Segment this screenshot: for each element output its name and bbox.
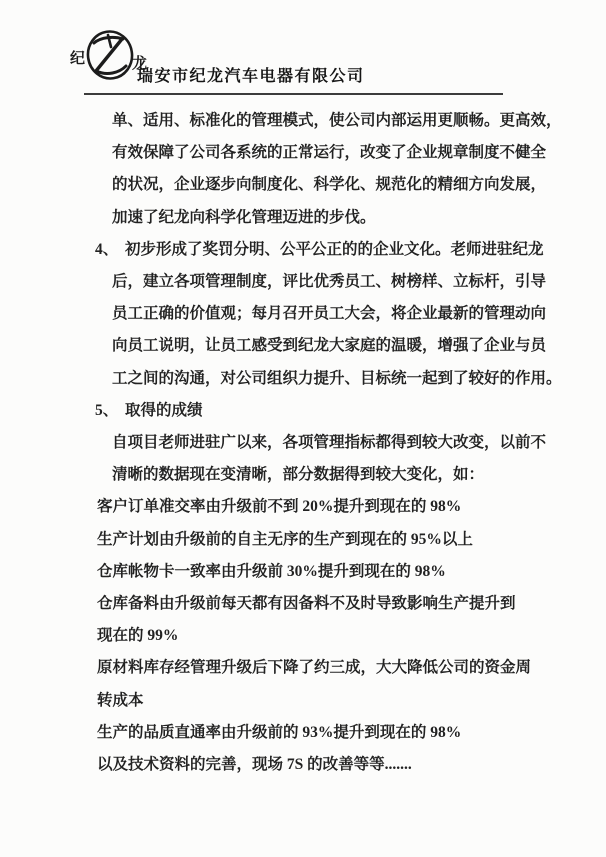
logo-right-char: 龙 — [132, 56, 148, 72]
logo-left-char: 纪 — [70, 51, 86, 67]
numbered-item-line — [95, 234, 606, 266]
text-line — [112, 266, 606, 298]
text-line — [112, 202, 606, 234]
line-text: 向员工说明，让员工感受到纪龙大家庭的温暖，增强了企业与员 — [112, 337, 547, 355]
line-text: 以及技术资料的完善，现场 7S 的改善等等....... — [97, 756, 412, 774]
item-number: 5、 — [95, 401, 119, 419]
numbered-item-line — [95, 395, 606, 427]
text-line — [97, 588, 606, 620]
text-line — [97, 685, 606, 717]
text-line — [97, 652, 606, 684]
line-text: 有效保障了公司各系统的正常运行，改变了企业规章制度不健全 — [112, 144, 547, 162]
line-text: 初步形成了奖罚分明、公平公正的的企业文化。老师进驻纪龙 — [125, 240, 544, 258]
text-line — [112, 298, 606, 330]
line-text: 转成本 — [97, 691, 144, 709]
line-text: 取得的成绩 — [125, 401, 203, 419]
line-text: 仓库备料由升级前每天都有因备料不及时导致影响生产提升到 — [97, 595, 516, 613]
line-text: 生产计划由升级前的自主无序的生产到现在的 95%以上 — [97, 530, 473, 548]
line-text: 工之间的沟通，对公司组织力提升、目标统一起到了较好的作用。 — [112, 369, 562, 387]
header-divider — [84, 93, 503, 95]
text-line — [112, 169, 606, 201]
line-text: 清晰的数据现在变清晰，部分数据得到较大变化，如： — [112, 466, 485, 484]
text-line — [97, 620, 606, 652]
text-line — [112, 137, 606, 169]
line-text: 加速了纪龙向科学化管理迈进的步伐。 — [112, 208, 376, 226]
line-text: 自项目老师进驻广以来，各项管理指标都得到较大改变，以前不 — [112, 434, 547, 452]
line-text: 的状况，企业逐步向制度化、科学化、规范化的精细方向发展， — [112, 176, 547, 194]
text-line — [97, 556, 606, 588]
line-text: 仓库帐物卡一致率由升级前 30%提升到现在的 98% — [97, 562, 446, 580]
line-text: 生产的品质直通率由升级前的 93%提升到现在的 98% — [97, 723, 462, 741]
text-line — [112, 427, 606, 459]
text-line — [97, 749, 606, 781]
text-line — [97, 524, 606, 556]
text-line — [112, 105, 606, 137]
item-number: 4、 — [95, 240, 119, 258]
line-text: 员工正确的价值观；每月召开员工大会，将企业最新的管理动向 — [112, 305, 547, 323]
line-text: 原材料库存经管理升级后下降了约三成，大大降低公司的资金周 — [97, 659, 532, 677]
line-text: 单、适用、标准化的管理模式，使公司内部运用更顺畅。更高效， — [112, 112, 562, 129]
text-line — [112, 459, 606, 491]
company-name: 瑞安市纪龙汽车电器有限公司 — [137, 68, 365, 85]
line-text: 现在的 99% — [97, 627, 179, 645]
line-text: 后，建立各项管理制度，评比优秀员工、树榜样、立标杆，引导 — [112, 273, 547, 291]
text-line — [112, 363, 606, 395]
line-text: 客户订单准交率由升级前不到 20%提升到现在的 98% — [97, 498, 462, 516]
text-line — [97, 491, 606, 523]
text-line — [112, 330, 606, 362]
text-line — [97, 717, 606, 749]
logo-monogram-icon — [85, 29, 135, 82]
document-body — [95, 105, 606, 781]
